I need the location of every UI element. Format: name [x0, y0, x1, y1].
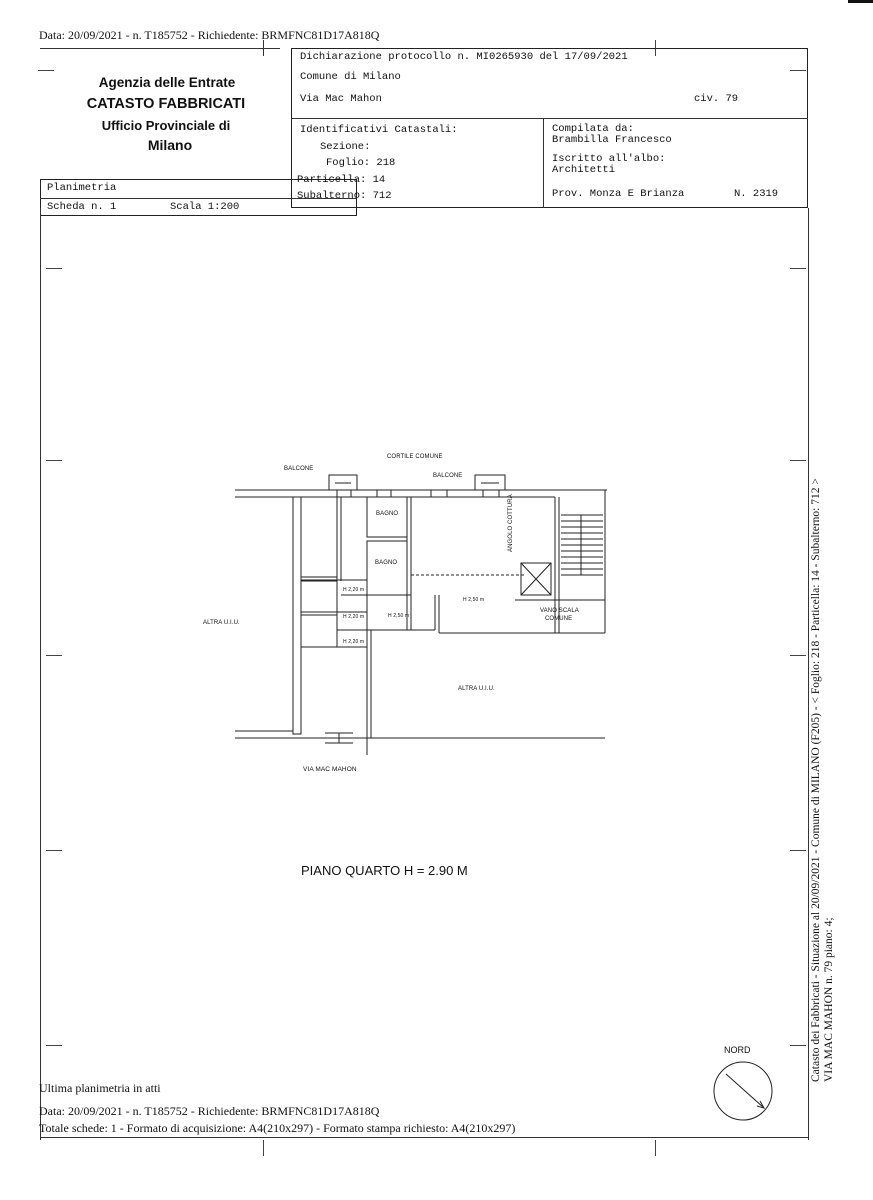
ripostiglio-2 — [301, 615, 337, 647]
crop-tick — [46, 268, 62, 269]
agency-department: CATASTO FABBRICATI — [86, 96, 246, 112]
frame-top-left — [40, 48, 280, 49]
compilata-title: Compilata da: — [552, 123, 634, 135]
agency-city: Milano — [147, 137, 193, 153]
frame-right — [808, 208, 809, 1140]
request-line: Data: 20/09/2021 - n. T185752 - Richiedente: BRMFNC81D17A818Q — [39, 28, 380, 42]
sezione: Sezione: — [320, 141, 371, 153]
comune-line: Comune di Milano — [300, 71, 401, 83]
crop-tick — [263, 1140, 264, 1156]
height-label: H 2,50 m — [463, 597, 485, 603]
subalterno: Subalterno: 712 — [297, 190, 392, 202]
via-line: Via Mac Mahon — [300, 93, 382, 105]
frame-bottom — [40, 1137, 808, 1138]
crop-tick — [790, 850, 806, 851]
altra-uiu-bottom: ALTRA U.I.U. — [458, 686, 495, 692]
civico: civ. 79 — [694, 93, 739, 105]
iscritto-label: Iscritto all'albo: — [552, 153, 666, 165]
agency-office: Ufficio Provinciale di — [101, 118, 231, 133]
nord-label: NORD — [724, 1045, 751, 1055]
particella: Particella: 14 — [297, 174, 386, 186]
divider — [291, 118, 808, 119]
vano-scala-label: VANO SCALA — [540, 608, 579, 614]
cortile-label: CORTILE COMUNE — [387, 454, 443, 460]
bagno-label-1: BAGNO — [376, 511, 399, 517]
height-label: H 2,20 m — [343, 614, 365, 620]
crop-tick — [46, 655, 62, 656]
height-label: H 2,20 m — [343, 639, 365, 645]
street-label: VIA MAC MAHON — [303, 766, 357, 773]
crop-tick — [790, 655, 806, 656]
north-arrow-icon — [712, 1060, 774, 1122]
agency-name: Agenzia delle Entrate — [98, 75, 236, 90]
protocollo-line: Dichiarazione protocollo n. MI0265930 del 17/09/2021 — [300, 51, 628, 63]
bagno-1-walls — [367, 497, 407, 537]
footer-totale: Totale schede: 1 - Formato di acquisizione: A4(210x297) - Formato stampa richiesto: A4(210x297) — [39, 1121, 516, 1135]
planimetria-label: Planimetria — [47, 182, 117, 194]
scheda-label: Scheda n. 1 — [47, 201, 117, 213]
crop-tick — [46, 850, 62, 851]
numero-albo: N. 2319 — [734, 188, 779, 200]
crop-tick — [38, 70, 54, 71]
comune-label: COMUNE — [545, 616, 573, 622]
divider — [543, 118, 544, 208]
ultima-planimetria: Ultima planimetria in atti — [39, 1081, 161, 1095]
crop-tick — [263, 40, 264, 56]
crop-tick — [790, 1045, 806, 1046]
compilata-name: Brambilla Francesco — [552, 134, 672, 146]
crop-tick — [790, 460, 806, 461]
albo: Architetti — [552, 164, 616, 176]
angolo-cottura-label: ANGOLO COTTURA — [508, 494, 514, 552]
floor-plan — [225, 455, 625, 755]
provincia: Prov. Monza E Brianza — [552, 188, 685, 200]
bagno-2-walls — [367, 541, 407, 595]
stairs — [561, 515, 603, 575]
bagno-label-2: BAGNO — [375, 560, 398, 566]
side-text-line1: Catasto dei Fabbricati - Situazione al 20/09/2021 - Comune di MILANO (F205) - < Foglio: 218 - Particella: 14 - Subalterno: 712 > — [810, 478, 822, 1082]
balcone-label-1: BALCONE — [284, 466, 314, 472]
frame-left — [40, 208, 41, 1140]
foglio: Foglio: 218 — [326, 157, 396, 169]
crop-tick — [655, 1140, 656, 1156]
footer-data-line: Data: 20/09/2021 - n. T185752 - Richiedente: BRMFNC81D17A818Q — [39, 1104, 380, 1118]
side-text-line2: VIA MAC MAHON n. 79 piano: 4; — [823, 917, 835, 1082]
crop-tick — [46, 460, 62, 461]
identificativi-title: Identificativi Catastali: — [300, 124, 458, 136]
floor-title: PIANO QUARTO H = 2.90 M — [301, 863, 468, 878]
crop-tick — [46, 1045, 62, 1046]
balcone-label-2: BALCONE — [433, 473, 463, 479]
height-label: H 2,20 m — [343, 587, 365, 593]
scan-edge-mark — [848, 0, 873, 3]
scala-label: Scala 1:200 — [170, 201, 240, 213]
wall-left — [293, 497, 301, 734]
height-label: H 2,50 m — [388, 613, 410, 619]
altra-uiu-left: ALTRA U.I.U. — [203, 620, 240, 626]
crop-tick — [790, 268, 806, 269]
ripostiglio-1 — [301, 580, 337, 612]
